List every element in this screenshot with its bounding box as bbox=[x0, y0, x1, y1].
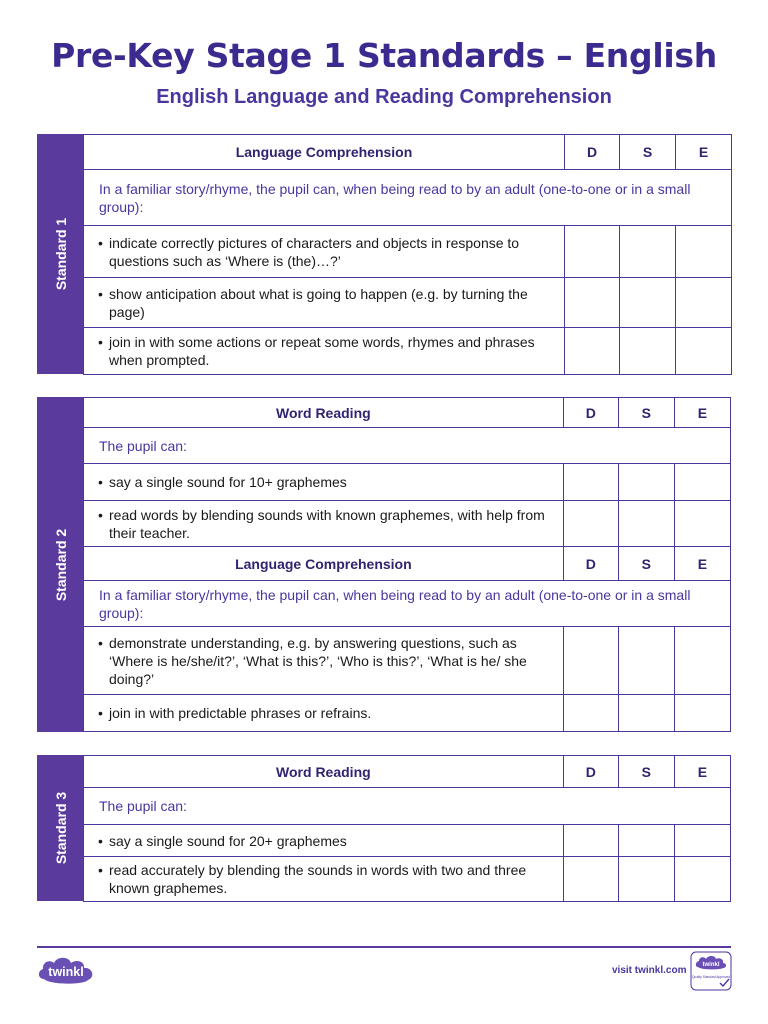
checkbox-s[interactable] bbox=[620, 328, 676, 375]
standard-3-label-bar bbox=[37, 755, 84, 901]
section-header-row bbox=[84, 398, 731, 428]
standard-1-table bbox=[83, 134, 732, 375]
section-heading: Language Comprehension bbox=[84, 547, 564, 581]
criterion-text: • read accurately by blending the sounds in words with two and three known graphemes. bbox=[84, 857, 564, 902]
checkbox-e[interactable] bbox=[676, 328, 732, 375]
table-row bbox=[84, 278, 732, 328]
checkbox-d[interactable] bbox=[563, 464, 618, 501]
section-header-row bbox=[84, 547, 731, 581]
checkbox-d[interactable] bbox=[565, 226, 620, 278]
footer-divider bbox=[37, 946, 731, 948]
section-heading: Word Reading bbox=[84, 398, 564, 428]
checkbox-s[interactable] bbox=[620, 278, 676, 328]
col-e-header: E bbox=[674, 398, 730, 428]
section-heading: Language Comprehension bbox=[84, 135, 565, 170]
table-row bbox=[84, 627, 731, 695]
section-intro: In a familiar story/rhyme, the pupil can, when being read to by an adult (one-to-one or in a small group): bbox=[84, 170, 732, 226]
checkbox-d[interactable] bbox=[563, 501, 618, 547]
checkbox-d[interactable] bbox=[563, 695, 618, 732]
checkbox-e[interactable] bbox=[674, 857, 730, 902]
checkbox-s[interactable] bbox=[618, 857, 674, 902]
section-header-row bbox=[84, 756, 731, 788]
standard-3-label: Standard 3 bbox=[52, 791, 69, 865]
col-d-header: D bbox=[563, 398, 618, 428]
checkbox-e[interactable] bbox=[674, 825, 730, 857]
table-row bbox=[84, 825, 731, 857]
section-header-row bbox=[84, 135, 732, 170]
page-title: Pre-Key Stage 1 Standards – English bbox=[51, 36, 717, 75]
checkbox-s[interactable] bbox=[618, 501, 674, 547]
table-row bbox=[84, 857, 731, 902]
checkbox-e[interactable] bbox=[676, 226, 732, 278]
standard-3-table bbox=[83, 755, 731, 902]
standard-1-block bbox=[37, 134, 731, 374]
checkbox-d[interactable] bbox=[563, 825, 618, 857]
table-row bbox=[84, 695, 731, 732]
col-e-header: E bbox=[676, 135, 732, 170]
checkbox-e[interactable] bbox=[674, 627, 730, 695]
checkbox-e[interactable] bbox=[674, 695, 730, 732]
col-s-header: S bbox=[620, 135, 676, 170]
criterion-text: • read words by blending sounds with known graphemes, with help from their teacher. bbox=[84, 501, 564, 547]
standard-2-table bbox=[83, 397, 731, 732]
section-intro: The pupil can: bbox=[84, 428, 731, 464]
visit-link[interactable]: visit twinkl.com bbox=[612, 965, 687, 976]
standard-2-label-bar bbox=[37, 397, 84, 732]
col-d-header: D bbox=[563, 756, 618, 788]
twinkl-logo-icon[interactable] bbox=[36, 953, 98, 987]
criterion-text: • demonstrate understanding, e.g. by answering questions, such as ‘Where is he/she/it?’, ‘What is this?’, ‘Who is this?’, ‘What is he/ she doing?’ bbox=[84, 627, 564, 695]
section-intro: In a familiar story/rhyme, the pupil can, when being read to by an adult (one-to-one or in a small group): bbox=[84, 581, 731, 627]
table-row bbox=[84, 328, 732, 375]
checkbox-d[interactable] bbox=[563, 627, 618, 695]
checkbox-e[interactable] bbox=[674, 464, 730, 501]
table-row bbox=[84, 501, 731, 547]
col-s-header: S bbox=[618, 398, 674, 428]
criterion-text: • join in with predictable phrases or refrains. bbox=[84, 695, 564, 732]
col-d-header: D bbox=[565, 135, 620, 170]
checkbox-s[interactable] bbox=[618, 825, 674, 857]
intro-row bbox=[84, 581, 731, 627]
col-d-header: D bbox=[563, 547, 618, 581]
checkbox-d[interactable] bbox=[565, 278, 620, 328]
criterion-text: • join in with some actions or repeat some words, rhymes and phrases when prompted. bbox=[84, 328, 565, 375]
checkbox-s[interactable] bbox=[618, 695, 674, 732]
standard-1-label: Standard 1 bbox=[52, 217, 69, 291]
badge-brand-text: twinkl bbox=[702, 962, 720, 968]
criterion-text: • say a single sound for 20+ graphemes bbox=[84, 825, 564, 857]
page-subtitle: English Language and Reading Comprehension bbox=[156, 86, 612, 108]
table-row bbox=[84, 464, 731, 501]
checkbox-s[interactable] bbox=[620, 226, 676, 278]
criterion-text: • say a single sound for 10+ graphemes bbox=[84, 464, 564, 501]
intro-row bbox=[84, 428, 731, 464]
col-e-header: E bbox=[674, 547, 730, 581]
standard-2-label: Standard 2 bbox=[52, 528, 69, 601]
criterion-text: • show anticipation about what is going to happen (e.g. by turning the page) bbox=[84, 278, 565, 328]
checkbox-e[interactable] bbox=[676, 278, 732, 328]
checkbox-e[interactable] bbox=[674, 501, 730, 547]
badge-text: Quality Standard Approved bbox=[691, 975, 731, 979]
standard-2-block bbox=[37, 397, 731, 732]
checkbox-d[interactable] bbox=[563, 857, 618, 902]
col-s-header: S bbox=[618, 756, 674, 788]
intro-row bbox=[84, 788, 731, 825]
section-heading: Word Reading bbox=[84, 756, 564, 788]
checkbox-d[interactable] bbox=[565, 328, 620, 375]
checkbox-s[interactable] bbox=[618, 464, 674, 501]
col-s-header: S bbox=[618, 547, 674, 581]
intro-row bbox=[84, 170, 732, 226]
standard-3-block bbox=[37, 755, 731, 901]
section-intro: The pupil can: bbox=[84, 788, 731, 825]
quality-badge-icon bbox=[690, 951, 732, 991]
col-e-header: E bbox=[674, 756, 730, 788]
checkbox-s[interactable] bbox=[618, 627, 674, 695]
logo-text: twinkl bbox=[48, 965, 84, 979]
standard-1-label-bar bbox=[37, 134, 84, 374]
table-row bbox=[84, 226, 732, 278]
criterion-text: • indicate correctly pictures of characters and objects in response to questions such as ‘Where is (the)…?’ bbox=[84, 226, 565, 278]
